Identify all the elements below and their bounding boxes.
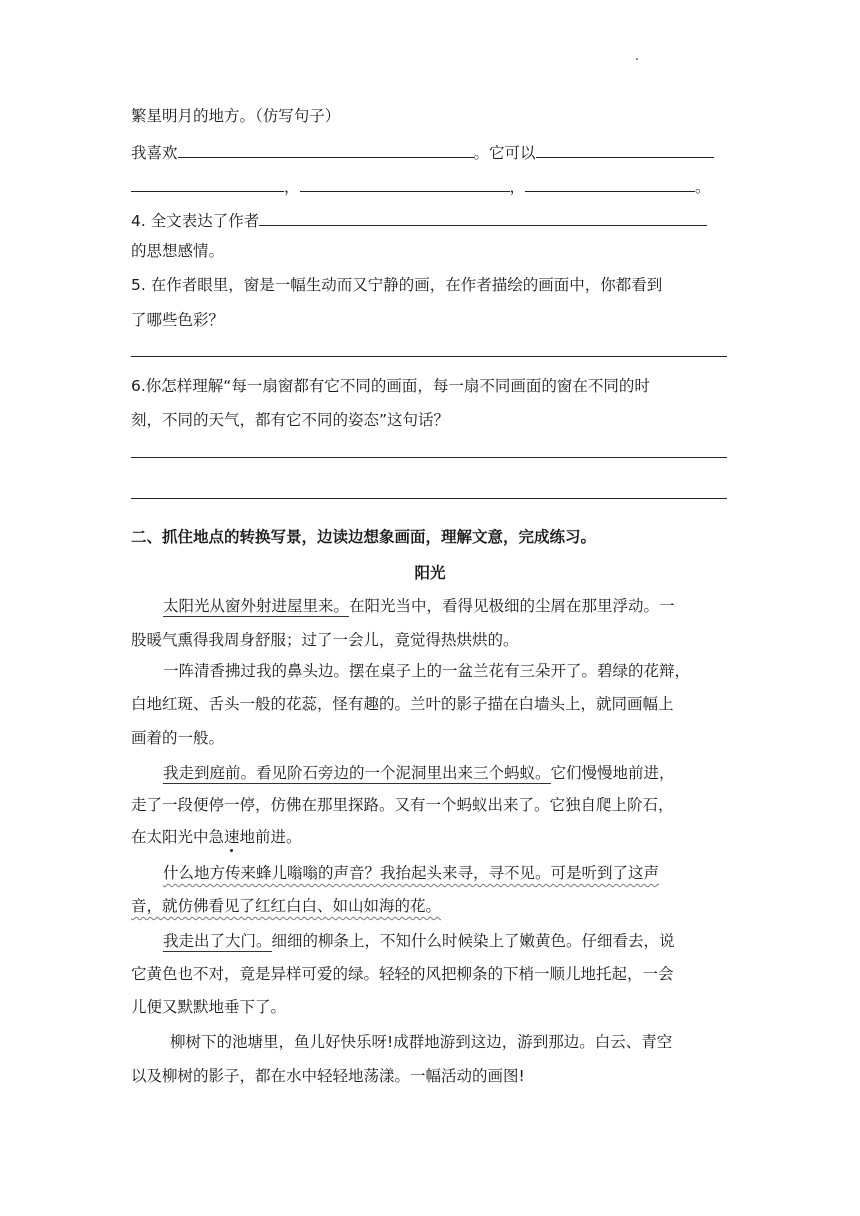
q3-blank-3[interactable] xyxy=(131,174,284,192)
p6-line2: 以及柳树的影子，都在水中轻轻地荡漾。一幅活动的画图! xyxy=(131,1067,525,1085)
q3-comma-2: ， xyxy=(509,178,526,196)
p4-line2 xyxy=(131,895,441,917)
q6-line2: 刻，不同的天气，都有它不同的姿态”这句话？ xyxy=(131,411,450,429)
p1-line1 xyxy=(163,595,675,617)
q3-blank-1[interactable] xyxy=(178,140,474,158)
p6-line1: 柳树下的池塘里，鱼儿好快乐呀!成群地游到这边，游到那边。白云、青空 xyxy=(170,1033,673,1051)
q4-line2: 的思想感情。 xyxy=(131,242,225,260)
p2-line2: 白地红斑、舌头一般的花蕊，怪有趣的。兰叶的影子描在白墙头上，就同画幅上 xyxy=(131,695,674,713)
p5-line2: 它黄色也不对，竟是异样可爱的绿。轻轻的风把柳条的下梢一顺儿地托起，一会 xyxy=(131,965,674,983)
p3-emphasis-dot-char: 速 xyxy=(224,828,240,846)
p3-line1 xyxy=(163,762,675,784)
q4-line1 xyxy=(131,208,707,232)
p3-line3-pre: 在太阳光中急 xyxy=(131,828,225,846)
q3-comma-1: ， xyxy=(284,178,300,196)
p2-line3: 画着的一般。 xyxy=(131,729,225,747)
q5-line2: 了哪些色彩？ xyxy=(131,311,225,329)
q5-answer-line[interactable] xyxy=(131,356,727,357)
q3-blank-2[interactable] xyxy=(536,140,714,158)
p4-wavy-2: 音，就仿佛看见了红红白白、如山如海的花。 xyxy=(131,897,442,915)
page-mark-dot xyxy=(636,58,638,60)
p5-rest: 细细的柳条上，不知什么时候染上了嫩黄色。仔细看去，说 xyxy=(271,932,675,950)
p4-wavy-1: 什么地方传来蜂儿嗡嗡的声音？我抬起头来寻，寻不见。可是听到了这声 xyxy=(163,864,660,882)
q3-line2 xyxy=(131,140,714,164)
q4-prefix: 4. 全文表达了作者 xyxy=(131,212,260,230)
p1-underlined: 太阳光从窗外射进屋里来。 xyxy=(163,597,350,615)
p1-rest: 在阳光当中，看得见极细的尘屑在那里浮动。一 xyxy=(349,597,675,615)
p5-line3: 儿便又默默地垂下了。 xyxy=(131,998,287,1016)
q3-period: 。 xyxy=(695,178,711,196)
p3-line2: 走了一段便停一停，仿佛在那里探路。又有一个蚂蚁出来了。它独自爬上阶石， xyxy=(131,796,674,814)
p4-line1 xyxy=(163,862,659,884)
q6-line1: 6.你怎样理解“每一扇窗都有它不同的画面，每一扇不同画面的窗在不同的时 xyxy=(131,377,650,395)
passage-title: 阳光 xyxy=(414,564,446,582)
p3-underlined: 我走到庭前。看见阶石旁边的一个泥洞里出来三个蚂蚁。 xyxy=(163,764,551,782)
p1-line2: 股暖气熏得我周身舒服；过了一会儿，竟觉得热烘烘的。 xyxy=(131,631,519,649)
q6-answer-line-2[interactable] xyxy=(131,498,727,499)
q3-blank-5[interactable] xyxy=(525,174,695,192)
p3-line3 xyxy=(131,826,302,848)
q3-prefix: 我喜欢 xyxy=(131,144,178,162)
p3-rest: 它们慢慢地前进， xyxy=(550,764,675,782)
q3-mid: 。它可以 xyxy=(473,144,536,162)
q3-blank-4[interactable] xyxy=(300,174,510,192)
q5-line1: 5. 在作者眼里，窗是一幅生动而又宁静的画，在作者描绘的画面中，你都看到 xyxy=(131,276,663,294)
section2-heading: 二、抓住地点的转换写景，边读边想象画面，理解文意，完成练习。 xyxy=(131,528,597,546)
p5-underlined: 我走出了大门。 xyxy=(163,932,272,950)
q6-answer-line-1[interactable] xyxy=(131,457,727,458)
p2-line1: 一阵清香拂过我的鼻头边。摆在桌子上的一盆兰花有三朵开了。碧绿的花辩， xyxy=(163,662,691,680)
q4-blank[interactable] xyxy=(259,208,707,226)
p5-line1 xyxy=(163,930,675,952)
q3-line3 xyxy=(131,174,711,198)
p3-line3-post: 地前进。 xyxy=(239,828,302,846)
q3-line1: 繁星明月的地方。（仿写句子） xyxy=(131,107,341,125)
